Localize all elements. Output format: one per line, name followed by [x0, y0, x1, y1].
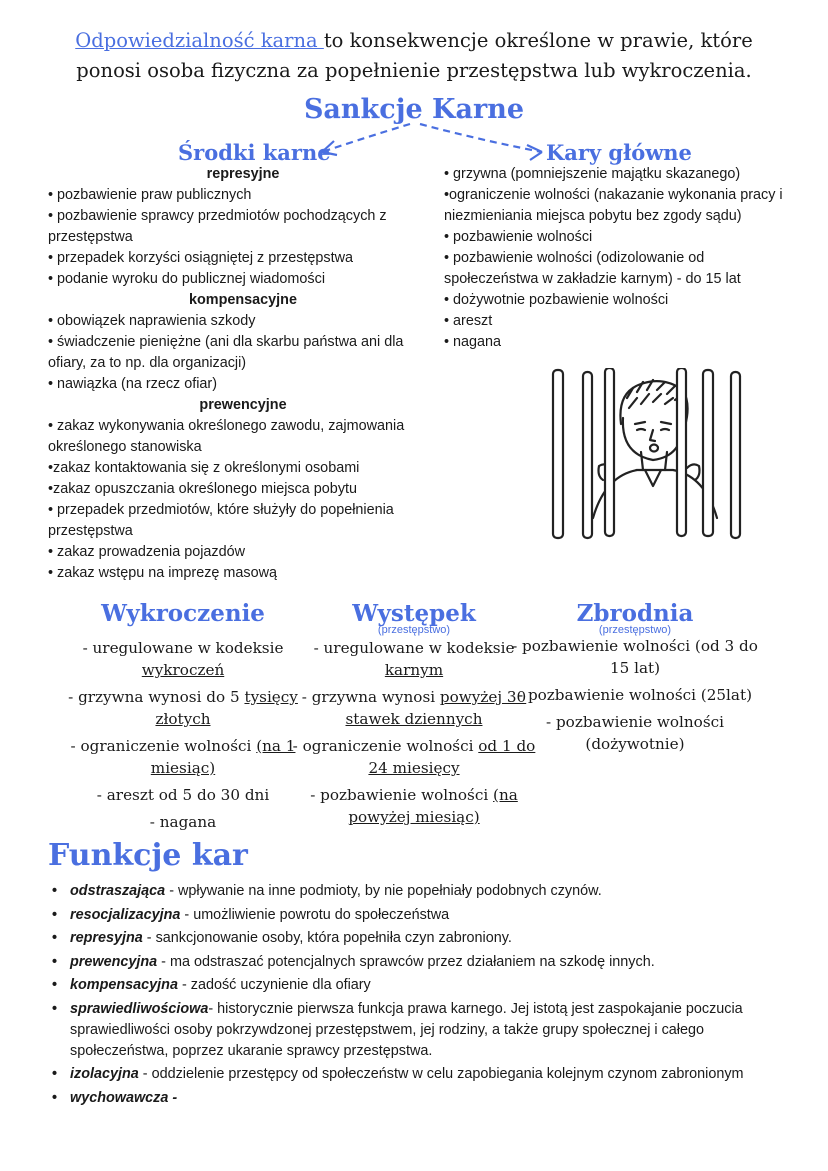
prisoner-behind-bars-icon	[545, 368, 750, 540]
list-item: • resocjalizacyjna - umożliwienie powrotu do społeczeństwa	[52, 905, 782, 926]
list-item: - pozbawienie wolności (25lat)	[517, 686, 752, 704]
list-item: • represyjna - sankcjonowanie osoby, która popełniła czyn zabroniony.	[52, 928, 782, 949]
list-item: - ograniczenie wolności (na 1 miesiąc)	[70, 737, 296, 777]
list-item: • dożywotnie pozbawienie wolności	[444, 292, 669, 308]
list-item: • pozbawienie praw publicznych	[48, 187, 252, 203]
funkcje-kar-title: Funkcje kar	[48, 838, 248, 873]
definition-text: to konsekwencje określone w prawie, które ponosi osoba fizyczna za popełnienie przestępstwa lub wykroczenia.	[76, 29, 753, 82]
list-item: • podanie wyroku do publicznej wiadomości	[48, 271, 326, 287]
list-item: • prewencyjna - ma odstraszać potencjalnych sprawców przez działaniem na szkodę innych.	[52, 952, 782, 973]
list-item: • zakaz prowadzenia pojazdów	[48, 544, 246, 560]
list-item: •zakaz kontaktowania się z określonymi osobami	[48, 460, 360, 476]
list-item: • areszt	[444, 313, 493, 329]
list-item: • izolacyjna - oddzielenie przestępcy od społeczeństw w celu zapobiegania kolejnym czynom zabronionym	[52, 1064, 782, 1085]
list-item: • pozbawienie wolności	[444, 229, 593, 245]
list-item: • sprawiedliwościowa- historycznie pierwsza funkcja prawa karnego. Jej istotą jest zaspokajanie poczucia sprawiedliwości osoby pokrzywdzonej przestępstwem, jej rodziny, a także grupy społecznej i całego społeczeństwa, poprzez ukaranie sprawcy przestępstwa.	[52, 999, 782, 1062]
list-item: • pozbawienie wolności (odizolowanie od społeczeństwa w zakładzie karnym) - do 15 lat	[444, 250, 741, 287]
list-item: - uregulowane w kodeksie karnym	[313, 639, 515, 679]
list-item: • pozbawienie sprawcy przedmiotów pochodzących z przestępstwa	[48, 208, 387, 245]
list-item: - areszt od 5 do 30 dni	[96, 786, 270, 804]
zbrodnia-title: Zbrodnia	[576, 600, 694, 627]
list-item: •zakaz opuszczania określonego miejsca pobytu	[48, 481, 358, 497]
subheading-prewencyjne: prewencyjne	[199, 397, 287, 413]
sankcje-title: Sankcje Karne	[303, 94, 525, 125]
wystepek-title: Występek	[352, 600, 476, 627]
list-item: - grzywna wynosi powyżej 30 stawek dziennych	[301, 688, 527, 728]
list-item: - pozbawienie wolności (od 3 do 15 lat)	[512, 637, 758, 677]
subheading-kompensacyjne: kompensacyjne	[189, 292, 297, 308]
list-item: • nagana	[444, 334, 502, 350]
list-item: • zakaz wstępu na imprezę masową	[48, 565, 277, 581]
srodki-karne-list	[48, 164, 438, 584]
list-item: • zakaz wykonywania określonego zawodu, zajmowania określonego stanowiska	[48, 418, 405, 455]
funkcje-kar-list	[52, 881, 782, 1111]
srodki-karne-title: Środki karne	[178, 140, 331, 165]
list-item: • obowiązek naprawienia szkody	[48, 313, 256, 329]
wykroczenie-title: Wykroczenie	[101, 600, 265, 627]
subheading-represyjne: represyjne	[206, 166, 280, 182]
list-item: • grzywna (pomniejszenie majątku skazanego)	[444, 166, 741, 182]
zbrodnia-subtitle: (przestępstwo)	[598, 624, 672, 636]
list-item: •ograniczenie wolności (nakazanie wykonania pracy i niezmieniania miejsca pobytu bez zgody sądu)	[444, 187, 783, 224]
definition-term: Odpowiedzialność karna	[75, 29, 324, 52]
list-item: - grzywna wynosi do 5 tysięcy złotych	[68, 688, 298, 728]
list-item: - uregulowane w kodeksie wykroczeń	[82, 639, 284, 679]
kary-glowne-list	[444, 164, 784, 353]
zbrodnia-column	[510, 600, 760, 760]
list-item: • odstraszająca - wpływanie na inne podmioty, by nie popełniały podobnych czynów.	[52, 881, 782, 902]
list-item: • świadczenie pieniężne (ani dla skarbu państwa ani dla ofiary, za to np. dla organizacji)	[48, 334, 404, 371]
list-item: • wychowawcza -	[52, 1088, 782, 1109]
split-arrows-icon	[0, 0, 828, 180]
wystepek-column	[289, 600, 539, 833]
list-item: • nawiązka (na rzecz ofiar)	[48, 376, 217, 392]
wykroczenie-column	[58, 600, 308, 838]
list-item: • kompensacyjna - zadość uczynienie dla ofiary	[52, 975, 782, 996]
list-item: • przepadek przedmiotów, które służyły do popełnienia przestępstwa	[48, 502, 394, 539]
list-item: • przepadek korzyści osiągniętej z przestępstwa	[48, 250, 353, 266]
list-item: - pozbawienie wolności (dożywotnie)	[546, 713, 724, 753]
wystepek-subtitle: (przestępstwo)	[377, 624, 451, 636]
kary-glowne-title: Kary główne	[546, 140, 692, 165]
list-item: - pozbawienie wolności (na powyżej miesiąc)	[310, 786, 518, 826]
list-item: - ograniczenie wolności od 1 do 24 miesięcy	[292, 737, 536, 777]
list-item: - nagana	[149, 813, 217, 831]
